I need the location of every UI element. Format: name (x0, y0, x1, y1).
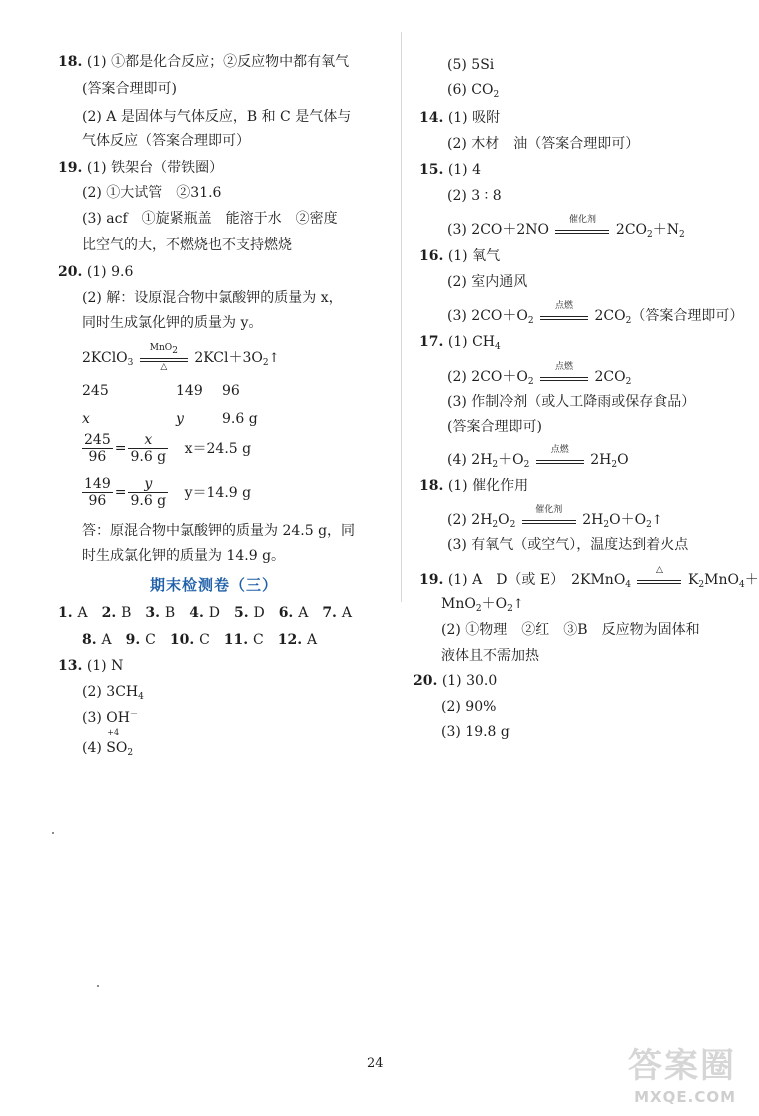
mc-row-2 (82, 630, 331, 650)
reaction-condition: 催化剂 (522, 517, 576, 524)
mc-choice: A (77, 605, 88, 621)
reaction-condition: 点燃 (540, 313, 588, 320)
mc-choice: A (298, 605, 309, 621)
gas-arrow-icon: ↑ (512, 597, 524, 612)
q18r-line3: (3) 有氧气（或空气），温度达到着火点 (447, 537, 689, 553)
mc-number: 8. (82, 632, 102, 648)
mass-value: 9.6 g (222, 411, 258, 427)
mc-choice: C (145, 632, 156, 648)
catalyst: MnO (149, 343, 173, 353)
question-number: 13. (58, 658, 83, 674)
scan-speck (97, 985, 99, 987)
mc-number: 12. (277, 632, 307, 648)
q17-line2: (2) $2CO+O_2$ 点燃 $2CO_2$ (447, 362, 632, 387)
result-x: x＝24.5 g (184, 440, 252, 457)
mc-number: 1. (58, 605, 78, 621)
answer-text: (1) 9.6 (86, 264, 134, 280)
q16-line2: (2) 室内通风 (447, 274, 528, 290)
mc-number: 5. (233, 605, 254, 621)
q20r-line3: (3) 19.8 g (441, 724, 510, 740)
mc-answer (234, 605, 265, 621)
mc-answer (58, 605, 88, 621)
q19r-line4: 液体且不需加热 (441, 648, 539, 664)
mc-number: 4. (189, 605, 209, 621)
q20r-line2: (2) 90% (441, 699, 497, 715)
q19-line2: (2) ①大试管 ②31.6 (82, 185, 222, 201)
q14-line1: 14. (1) 吸附 (419, 110, 501, 126)
q18-line1 (58, 52, 349, 72)
gas-arrow-icon: ↑ (651, 513, 663, 528)
q19r-line3: (2) ①物理 ②红 ③B 反应物为固体和 (441, 622, 700, 638)
q13-line2: (2) $3CH_4$ (82, 684, 144, 702)
question-number: 14. (419, 110, 444, 126)
watermark-url: MXQE.COM (634, 1088, 736, 1106)
q19-line4: 比空气的大，不燃烧也不支持燃烧 (82, 237, 292, 253)
proportion-1: $\frac{245}{96}$ = $\frac{x}{9.6 g}$ x＝24.5 g (84, 432, 252, 465)
molar-mass-1: 245 (82, 383, 109, 399)
products: 2KCl＋3O (194, 350, 263, 366)
q13-line4: (4) +4 $SO_2$ (82, 728, 134, 758)
q18-line3: (2) A 是固体与气体反应，B 和 C 是气体与 (82, 109, 352, 125)
q18-line2: (答案合理即可) (82, 81, 177, 97)
mc-row-1 (58, 603, 366, 623)
mc-answer (102, 605, 132, 621)
mc-answer (170, 632, 210, 648)
reaction-condition: △ (637, 577, 681, 584)
variable-x: x (82, 411, 90, 427)
q13-line3: (3) OH－ (82, 709, 138, 726)
q18r-line2: (2) $2H_2O_2$ 催化剂 $2H_2O+O_2↑$ (447, 505, 663, 530)
question-number: 18. (419, 478, 444, 494)
question-number: 19. (58, 160, 83, 176)
mc-number: 10. (169, 632, 200, 648)
reaction-condition: 点燃 (540, 374, 588, 381)
q20-line3: 同时生成氯化钾的质量为 y。 (82, 315, 263, 331)
watermark-logo (614, 1046, 742, 1110)
mc-choice: C (253, 632, 264, 648)
mc-answer (322, 605, 352, 621)
column-divider (401, 32, 402, 602)
q20-line2: (2) 解：设原混合物中氯酸钾的质量为 x， (82, 290, 343, 306)
q15-line2: (2) 3 ∶ 8 (447, 188, 502, 204)
q13-line1 (58, 656, 123, 676)
mc-number: 11. (223, 632, 254, 648)
answer-text: (1) 铁架台（带铁圈） (86, 160, 224, 176)
reaction-condition: 催化剂 (555, 227, 609, 234)
mc-answer (279, 605, 309, 621)
q17-line3: (3) 作制冷剂（或人工降雨或保存食品） (447, 394, 696, 410)
gas-arrow-icon: ↑ (268, 351, 280, 366)
q18-line4: 气体反应（答案合理即可） (82, 133, 250, 149)
question-number: 16. (419, 248, 444, 264)
q15-line1: 15. (1) 4 (419, 162, 482, 178)
q17-line5: (4) $2H_2+O_2$ 点燃 $2H_2O$ (447, 445, 629, 470)
q20-line1 (58, 262, 133, 282)
mc-number: 3. (145, 605, 165, 621)
molar-mass-3: 96 (222, 383, 240, 399)
scan-speck (52, 832, 54, 834)
question-number: 17. (419, 334, 444, 350)
mc-number: 7. (322, 605, 342, 621)
reaction-condition: 点燃 (536, 457, 584, 464)
answer-text: (1) N (86, 658, 124, 674)
q13-line5: (5) 5Si (447, 57, 495, 73)
section-title: 期末检测卷（三） (150, 576, 279, 594)
q15-line3: (3) 2CO＋2NO 催化剂 $2CO_2+N_2$ (447, 215, 685, 240)
q19-line3: (3) acf ①旋紧瓶盖 能溶于水 ②密度 (82, 211, 338, 227)
reaction-condition: MnO$_2$ △ (140, 355, 188, 362)
q19r-line2: $MnO_2+O_2↑$ (441, 596, 524, 614)
conclusion-line1: 答：原混合物中氯酸钾的质量为 24.5 g，同 (82, 523, 356, 539)
question-number: 20. (58, 264, 83, 280)
question-number: 19. (419, 572, 444, 588)
mc-answer (278, 632, 317, 648)
q18r-line1: 18. (1) 催化作用 (419, 478, 529, 494)
reactant: 2KClO (82, 350, 128, 366)
q13-line6: (6) $CO_2$ (447, 82, 500, 100)
mc-choice: B (121, 605, 132, 621)
mc-answer (126, 632, 156, 648)
mc-answer (189, 605, 220, 621)
heat-symbol: △ (160, 362, 168, 372)
q20-equation: 2KClO$_3$ MnO$_2$ △ $2KCl+3O_2↑$ (82, 343, 280, 372)
answer-text: (1) ①都是化合反应；②反应物中都有氧气 (86, 54, 350, 70)
page-number: 24 (367, 1056, 384, 1071)
molar-mass-2: 149 (176, 383, 203, 399)
mc-choice: A (341, 605, 352, 621)
q16-line1: 16. (1) 氧气 (419, 248, 501, 264)
mc-choice: B (164, 605, 176, 621)
mc-answer (224, 632, 264, 648)
q14-line2: (2) 木材 油（答案合理即可） (447, 136, 640, 152)
mc-number: 2. (101, 605, 122, 621)
q17-line1: 17. (1) $CH_4$ (419, 334, 501, 352)
mc-choice: A (306, 632, 318, 648)
question-number: 18. (58, 54, 83, 70)
q19r-line1: 19. (1) A D（或 E） 2KMnO$_4$ △ $K_2MnO_4+$ (419, 565, 759, 590)
q19-line1 (58, 158, 223, 178)
q16-line3: (3) $2CO+O_2$ 点燃 $2CO_2$（答案合理即可） (447, 301, 744, 326)
mc-choice: A (101, 632, 112, 648)
watermark-text: 答案圈 (628, 1046, 736, 1086)
mc-answer (82, 632, 112, 648)
conclusion-line2: 时生成氯化钾的质量为 14.9 g。 (82, 548, 286, 564)
q20r-line1: 20. (1) 30.0 (413, 673, 498, 689)
variable-y: y (176, 411, 184, 427)
mc-choice: D (253, 605, 265, 621)
mc-answer (145, 605, 175, 621)
question-number: 20. (413, 673, 438, 689)
mc-choice: D (208, 605, 220, 621)
proportion-2: $\frac{149}{96}$ = $\frac{y}{9.6 g}$ y＝14.9 g (84, 476, 252, 509)
mc-number: 6. (278, 605, 299, 621)
mc-choice: C (199, 632, 210, 648)
mc-number: 9. (125, 632, 146, 648)
question-number: 15. (419, 162, 444, 178)
result-y: y＝14.9 g (184, 484, 252, 501)
q17-line4: (答案合理即可) (447, 419, 542, 435)
valence-label: +4 (107, 728, 120, 737)
